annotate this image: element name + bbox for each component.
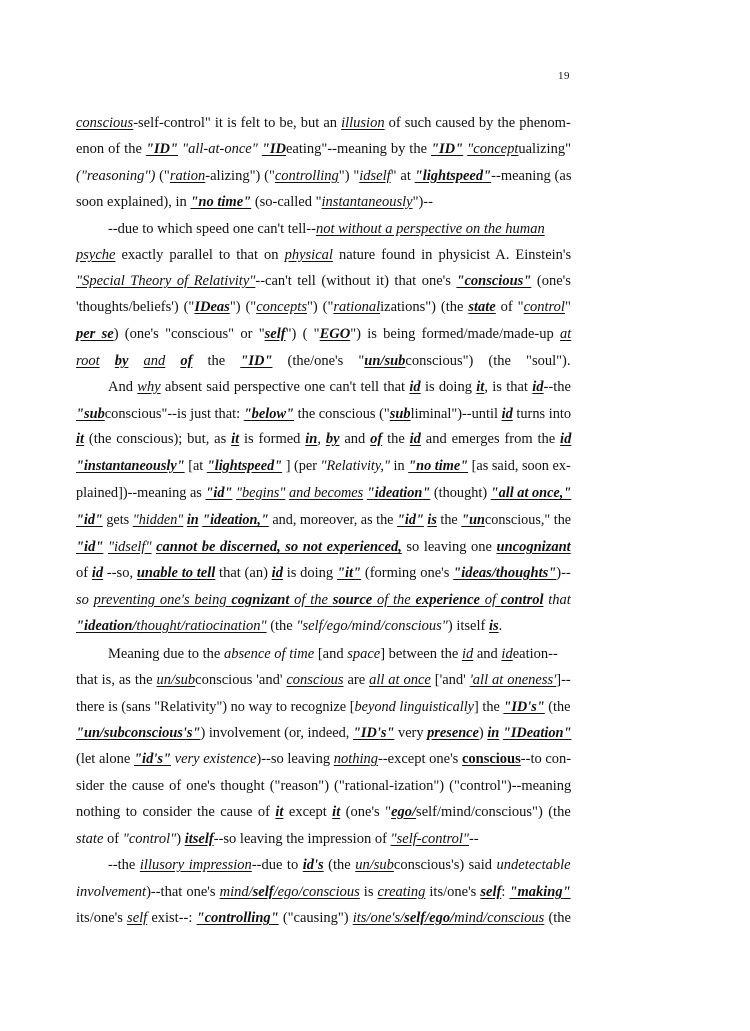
text-run: cognizant bbox=[231, 592, 290, 608]
text-run: self/mind/conscious") (the bbox=[416, 804, 571, 820]
text-run: all at once bbox=[369, 672, 431, 688]
text-run: "lightspeed" bbox=[414, 168, 492, 184]
text-line bbox=[76, 698, 571, 716]
text-run: "instantaneously" bbox=[76, 458, 185, 474]
text-run: itself bbox=[184, 831, 214, 847]
text-run: and bbox=[339, 431, 371, 447]
text-run: per se bbox=[76, 326, 114, 342]
text-run: conscious's) said bbox=[393, 857, 497, 873]
text-run: "ID bbox=[261, 141, 286, 157]
text-run: nothing bbox=[333, 751, 379, 767]
text-run: that is, as the bbox=[76, 672, 157, 688]
text-run: so bbox=[76, 592, 94, 608]
text-run: soon explained), in bbox=[76, 194, 191, 210]
text-run: "ID" bbox=[240, 353, 273, 369]
text-run: " bbox=[564, 299, 571, 315]
text-run: And bbox=[108, 379, 138, 395]
text-run: ") is being formed/made/made-up bbox=[350, 326, 560, 342]
text-run: instantaneously bbox=[321, 194, 413, 210]
text-line bbox=[76, 617, 502, 635]
text-run: conscious bbox=[76, 115, 134, 131]
text-run: conscious") (the "soul"). bbox=[405, 353, 571, 369]
text-run: , bbox=[317, 431, 326, 447]
text-line bbox=[76, 484, 571, 502]
text-run: id bbox=[532, 379, 544, 395]
text-run: --due to which speed one can't tell-- bbox=[108, 221, 316, 237]
text-run: and bbox=[473, 646, 502, 662]
text-run: -- bbox=[469, 831, 479, 847]
text-run: id's bbox=[302, 857, 324, 873]
text-run: plained])--meaning as bbox=[76, 485, 206, 501]
text-run: (let alone bbox=[76, 751, 134, 767]
text-run: of bbox=[180, 353, 193, 369]
text-run: gets bbox=[102, 512, 133, 528]
text-run: id bbox=[501, 646, 513, 662]
text-run: of such caused by the phenom- bbox=[384, 115, 571, 131]
text-run: so leaving one bbox=[401, 539, 497, 555]
text-run: ] between the bbox=[380, 646, 462, 662]
text-run: "Special Theory of Relativity" bbox=[76, 273, 256, 289]
text-run: "conscious" bbox=[456, 273, 532, 289]
text-run: by bbox=[114, 353, 129, 369]
text-run: its/one's bbox=[76, 910, 128, 926]
text-run: un/sub bbox=[355, 857, 394, 873]
text-run: "control" bbox=[122, 831, 177, 847]
text-run: [as said, soon ex- bbox=[468, 458, 571, 474]
text-run: IDeas bbox=[194, 299, 230, 315]
text-run: (" bbox=[155, 168, 170, 184]
text-run: id bbox=[560, 431, 572, 447]
text-line bbox=[76, 883, 571, 901]
text-run: thought/ratiocination" bbox=[136, 618, 267, 634]
text-run: conscious"--is just that: bbox=[104, 406, 244, 422]
text-line bbox=[76, 430, 571, 448]
text-run: "ID's" bbox=[352, 725, 395, 741]
text-run: id bbox=[461, 646, 474, 662]
text-run: turns into bbox=[512, 406, 572, 422]
text-run: and becomes bbox=[288, 485, 364, 501]
text-run: absent said perspective one can't tell that bbox=[160, 379, 410, 395]
text-run: is doing bbox=[420, 379, 477, 395]
text-run: control bbox=[523, 299, 565, 315]
text-run: self bbox=[264, 326, 286, 342]
text-run: "ideation" bbox=[366, 485, 431, 501]
text-run: physical bbox=[284, 247, 333, 263]
text-run: "ID's" bbox=[503, 699, 545, 715]
text-run: (one's " bbox=[340, 804, 392, 820]
text-run: --except one's bbox=[378, 751, 462, 767]
text-run: unable to tell bbox=[136, 565, 216, 581]
text-run: is bbox=[488, 618, 499, 634]
text-run: "concept bbox=[467, 141, 519, 157]
text-line bbox=[108, 220, 545, 238]
text-run: --meaning (as bbox=[491, 168, 572, 184]
text-run: of the bbox=[372, 592, 416, 608]
text-run: nature found in physicist A. Einstein's bbox=[332, 247, 572, 263]
text-run bbox=[165, 353, 180, 369]
text-run: the bbox=[436, 512, 462, 528]
text-line bbox=[76, 538, 571, 556]
text-run: of bbox=[370, 431, 383, 447]
text-run: in bbox=[389, 458, 409, 474]
text-run: "no time" bbox=[190, 194, 252, 210]
text-run: --the bbox=[108, 857, 140, 873]
text-run: : bbox=[501, 884, 510, 900]
text-line bbox=[76, 777, 571, 795]
text-run: is bbox=[427, 512, 437, 528]
text-run: ) (one's "conscious" or " bbox=[113, 326, 265, 342]
text-run: the conscious (" bbox=[294, 406, 390, 422]
text-run: "begins" bbox=[236, 485, 286, 501]
text-run: ") (" bbox=[306, 299, 334, 315]
text-line bbox=[108, 856, 571, 874]
text-run: exactly parallel to that on bbox=[115, 247, 285, 263]
text-run: ] (per bbox=[282, 458, 321, 474]
text-run: izations") (the bbox=[380, 299, 469, 315]
text-run: "id" bbox=[76, 539, 104, 555]
text-run: not without a perspective on the human bbox=[315, 221, 545, 237]
text-line bbox=[76, 830, 479, 848]
text-run: there is (sans "Relativity") no way to recognize [ bbox=[76, 699, 355, 715]
text-run: " at bbox=[390, 168, 415, 184]
text-run: "IDeation" bbox=[502, 725, 572, 741]
text-run: why bbox=[137, 379, 161, 395]
text-run: except bbox=[283, 804, 333, 820]
text-line bbox=[76, 724, 571, 742]
text-run: "lightspeed" bbox=[206, 458, 283, 474]
text-run: of bbox=[103, 831, 123, 847]
text-line bbox=[76, 140, 571, 158]
text-run: Meaning due to the bbox=[108, 646, 224, 662]
text-run: id bbox=[271, 565, 283, 581]
text-line bbox=[76, 457, 571, 475]
text-line bbox=[76, 405, 571, 423]
text-line bbox=[76, 909, 571, 927]
text-run: --due to bbox=[251, 857, 303, 873]
text-line bbox=[76, 803, 571, 821]
text-run: )--that one's bbox=[146, 884, 220, 900]
text-run bbox=[128, 353, 143, 369]
text-run: presence bbox=[427, 725, 479, 741]
text-run: concepts bbox=[256, 299, 307, 315]
text-run: its/one's bbox=[425, 884, 481, 900]
text-run: (so-called " bbox=[251, 194, 322, 210]
text-run: illusion bbox=[341, 115, 385, 131]
text-run: the bbox=[382, 431, 410, 447]
text-run: "all at once," bbox=[490, 485, 572, 501]
text-run: preventing one's being bbox=[93, 592, 232, 608]
text-run: --so leaving the impression of bbox=[213, 831, 391, 847]
text-run: --the bbox=[543, 379, 571, 395]
text-run: self bbox=[127, 910, 148, 926]
text-line bbox=[76, 272, 571, 290]
text-run: liminal")--until bbox=[410, 406, 502, 422]
text-run: state bbox=[76, 831, 104, 847]
text-run: "no time" bbox=[408, 458, 469, 474]
text-run: creating bbox=[377, 884, 426, 900]
text-run: it bbox=[231, 431, 240, 447]
text-run: )--so leaving bbox=[256, 751, 334, 767]
text-run: "ideas/thoughts" bbox=[453, 565, 557, 581]
text-run: /ego/conscious bbox=[273, 884, 360, 900]
text-line bbox=[76, 564, 571, 582]
text-run: eation-- bbox=[512, 646, 558, 662]
text-run: (thought) bbox=[430, 485, 491, 501]
text-run: very existence bbox=[174, 751, 257, 767]
text-run: is doing bbox=[282, 565, 337, 581]
text-run: (the bbox=[266, 618, 297, 634]
text-run: of the bbox=[289, 592, 333, 608]
text-run: it bbox=[76, 431, 85, 447]
text-run: psyche bbox=[76, 247, 116, 263]
text-run: (the conscious); but, as bbox=[84, 431, 232, 447]
text-line bbox=[108, 378, 571, 396]
text-run: in bbox=[487, 725, 500, 741]
text-run: (one's bbox=[531, 273, 571, 289]
text-run: id bbox=[501, 406, 513, 422]
text-run: it bbox=[476, 379, 485, 395]
text-run: "id" bbox=[397, 512, 424, 528]
text-run: un/sub bbox=[364, 353, 406, 369]
text-run: --can't tell (without it) that one's bbox=[255, 273, 457, 289]
text-run: -alizing") (" bbox=[205, 168, 275, 184]
text-run: ] the bbox=[474, 699, 504, 715]
text-run: ("reasoning") bbox=[76, 168, 156, 184]
text-run: sub bbox=[389, 406, 411, 422]
text-run: ego/ bbox=[391, 804, 417, 820]
text-run: conscious," the bbox=[484, 512, 572, 528]
text-run: mind/conscious bbox=[454, 910, 545, 926]
text-run: "ideation/ bbox=[76, 618, 137, 634]
text-run: source bbox=[332, 592, 373, 608]
text-run: ") ( " bbox=[285, 326, 320, 342]
text-run: "controlling" bbox=[196, 910, 279, 926]
text-run: ration bbox=[169, 168, 206, 184]
text-run: EGO bbox=[319, 326, 351, 342]
text-line bbox=[76, 671, 571, 689]
text-run: rational bbox=[333, 299, 381, 315]
text-run: (the bbox=[544, 699, 571, 715]
text-run: "id" bbox=[76, 512, 103, 528]
text-run: self/ego/ bbox=[404, 910, 455, 926]
text-run bbox=[100, 353, 115, 369]
text-run: )-- bbox=[556, 565, 571, 581]
text-run: , is that bbox=[484, 379, 533, 395]
text-run: by bbox=[325, 431, 340, 447]
text-run: involvement bbox=[76, 884, 147, 900]
text-line bbox=[76, 246, 571, 264]
text-run: cannot be discerned, so not experienced, bbox=[156, 539, 402, 555]
text-run: undetectable bbox=[496, 857, 571, 873]
text-line bbox=[76, 511, 571, 529]
text-run: id bbox=[409, 379, 421, 395]
text-run: id bbox=[409, 431, 421, 447]
text-run: (the bbox=[544, 910, 571, 926]
text-run: un/sub bbox=[156, 672, 196, 688]
text-run: "ID" bbox=[145, 141, 179, 157]
text-run: is formed bbox=[239, 431, 306, 447]
text-run: in bbox=[305, 431, 318, 447]
text-run: ") " bbox=[338, 168, 360, 184]
text-run: ]-- bbox=[556, 672, 571, 688]
text-run: of bbox=[76, 565, 92, 581]
page-number: 19 bbox=[558, 70, 570, 82]
text-run: controlling bbox=[274, 168, 339, 184]
text-run: "un/subconscious's" bbox=[76, 725, 201, 741]
text-run: that (an) bbox=[215, 565, 272, 581]
text-run: (the bbox=[323, 857, 356, 873]
text-run: mind/ bbox=[219, 884, 253, 900]
text-run: of bbox=[479, 592, 501, 608]
text-run: "sub bbox=[76, 406, 105, 422]
text-run: are bbox=[343, 672, 370, 688]
text-run: conscious 'and' bbox=[195, 672, 287, 688]
text-run: exist--: bbox=[147, 910, 197, 926]
text-run: illusory impression bbox=[139, 857, 252, 873]
text-run: ) involvement (or, indeed, bbox=[200, 725, 353, 741]
text-run: "all-at-once" bbox=[182, 141, 258, 157]
text-run: ) bbox=[176, 831, 185, 847]
text-run: beyond linguistically bbox=[354, 699, 475, 715]
text-run: it bbox=[275, 804, 284, 820]
text-line bbox=[76, 591, 571, 609]
text-run: is bbox=[359, 884, 378, 900]
text-run: "ID" bbox=[430, 141, 464, 157]
text-line bbox=[76, 167, 571, 185]
text-run: absence of time bbox=[223, 646, 315, 662]
text-run: ") (" bbox=[229, 299, 257, 315]
text-run: of " bbox=[495, 299, 524, 315]
text-line bbox=[76, 298, 571, 316]
text-run: "ideation," bbox=[202, 512, 269, 528]
text-run: self bbox=[252, 884, 274, 900]
text-line bbox=[108, 645, 558, 663]
text-run: (the/one's " bbox=[272, 353, 365, 369]
text-run: state bbox=[468, 299, 496, 315]
text-run: experience bbox=[415, 592, 480, 608]
text-run: (forming one's bbox=[361, 565, 454, 581]
text-run: "making" bbox=[509, 884, 571, 900]
text-run: ualizing" bbox=[518, 141, 571, 157]
text-run: ) itself bbox=[447, 618, 489, 634]
text-line bbox=[76, 114, 571, 132]
text-run: very bbox=[394, 725, 428, 741]
text-run: "it" bbox=[336, 565, 362, 581]
text-run: "self-control" bbox=[390, 831, 470, 847]
text-run: conscious bbox=[461, 751, 521, 767]
text-run: the bbox=[192, 353, 241, 369]
text-line bbox=[76, 352, 571, 370]
text-run: enon of the bbox=[76, 141, 146, 157]
text-run: "un bbox=[461, 512, 485, 528]
text-run: control bbox=[500, 592, 544, 608]
text-run: "id's" bbox=[133, 751, 172, 767]
text-run: -self-control" it is felt to be, but an bbox=[133, 115, 342, 131]
text-run: nothing to consider the cause of bbox=[76, 804, 276, 820]
text-run: "Relativity," bbox=[320, 458, 390, 474]
text-run: and, moreover, as the bbox=[268, 512, 398, 528]
text-run: --so, bbox=[103, 565, 137, 581]
text-run: . bbox=[498, 618, 503, 634]
text-line bbox=[76, 193, 433, 211]
text-run: uncognizant bbox=[496, 539, 571, 555]
text-run: that bbox=[543, 592, 571, 608]
text-run: [at bbox=[184, 458, 207, 474]
text-run: ['and' bbox=[430, 672, 470, 688]
text-run: "id" bbox=[205, 485, 233, 501]
text-run: idself bbox=[359, 168, 391, 184]
text-run: sider the cause of one's thought ("reason") ("rational-ization") ("control")--meaning bbox=[76, 778, 572, 794]
text-run: ) bbox=[478, 725, 488, 741]
text-line bbox=[76, 325, 571, 343]
text-run: space bbox=[347, 646, 381, 662]
text-run: id bbox=[91, 565, 104, 581]
text-run: ("causing") bbox=[278, 910, 353, 926]
text-run: --to con- bbox=[520, 751, 572, 767]
text-line bbox=[76, 750, 571, 768]
text-run: its/one's/ bbox=[352, 910, 405, 926]
text-run: ")-- bbox=[412, 194, 433, 210]
text-run: and emerges from the bbox=[420, 431, 561, 447]
text-run: root bbox=[76, 353, 100, 369]
text-run: "self/ego/mind/conscious" bbox=[296, 618, 448, 634]
text-run: conscious bbox=[286, 672, 344, 688]
text-run: it bbox=[332, 804, 341, 820]
text-run: eating"--meaning by the bbox=[285, 141, 431, 157]
text-run: 'thoughts/beliefs') (" bbox=[76, 299, 195, 315]
text-run: self bbox=[480, 884, 502, 900]
text-run: 'all at oneness' bbox=[469, 672, 557, 688]
text-run: "hidden" bbox=[132, 512, 184, 528]
text-run: "idself" bbox=[107, 539, 152, 555]
text-run: in bbox=[186, 512, 199, 528]
text-run: [and bbox=[314, 646, 348, 662]
text-run: at bbox=[559, 326, 572, 342]
text-run: and bbox=[143, 353, 166, 369]
text-run: "below" bbox=[243, 406, 295, 422]
